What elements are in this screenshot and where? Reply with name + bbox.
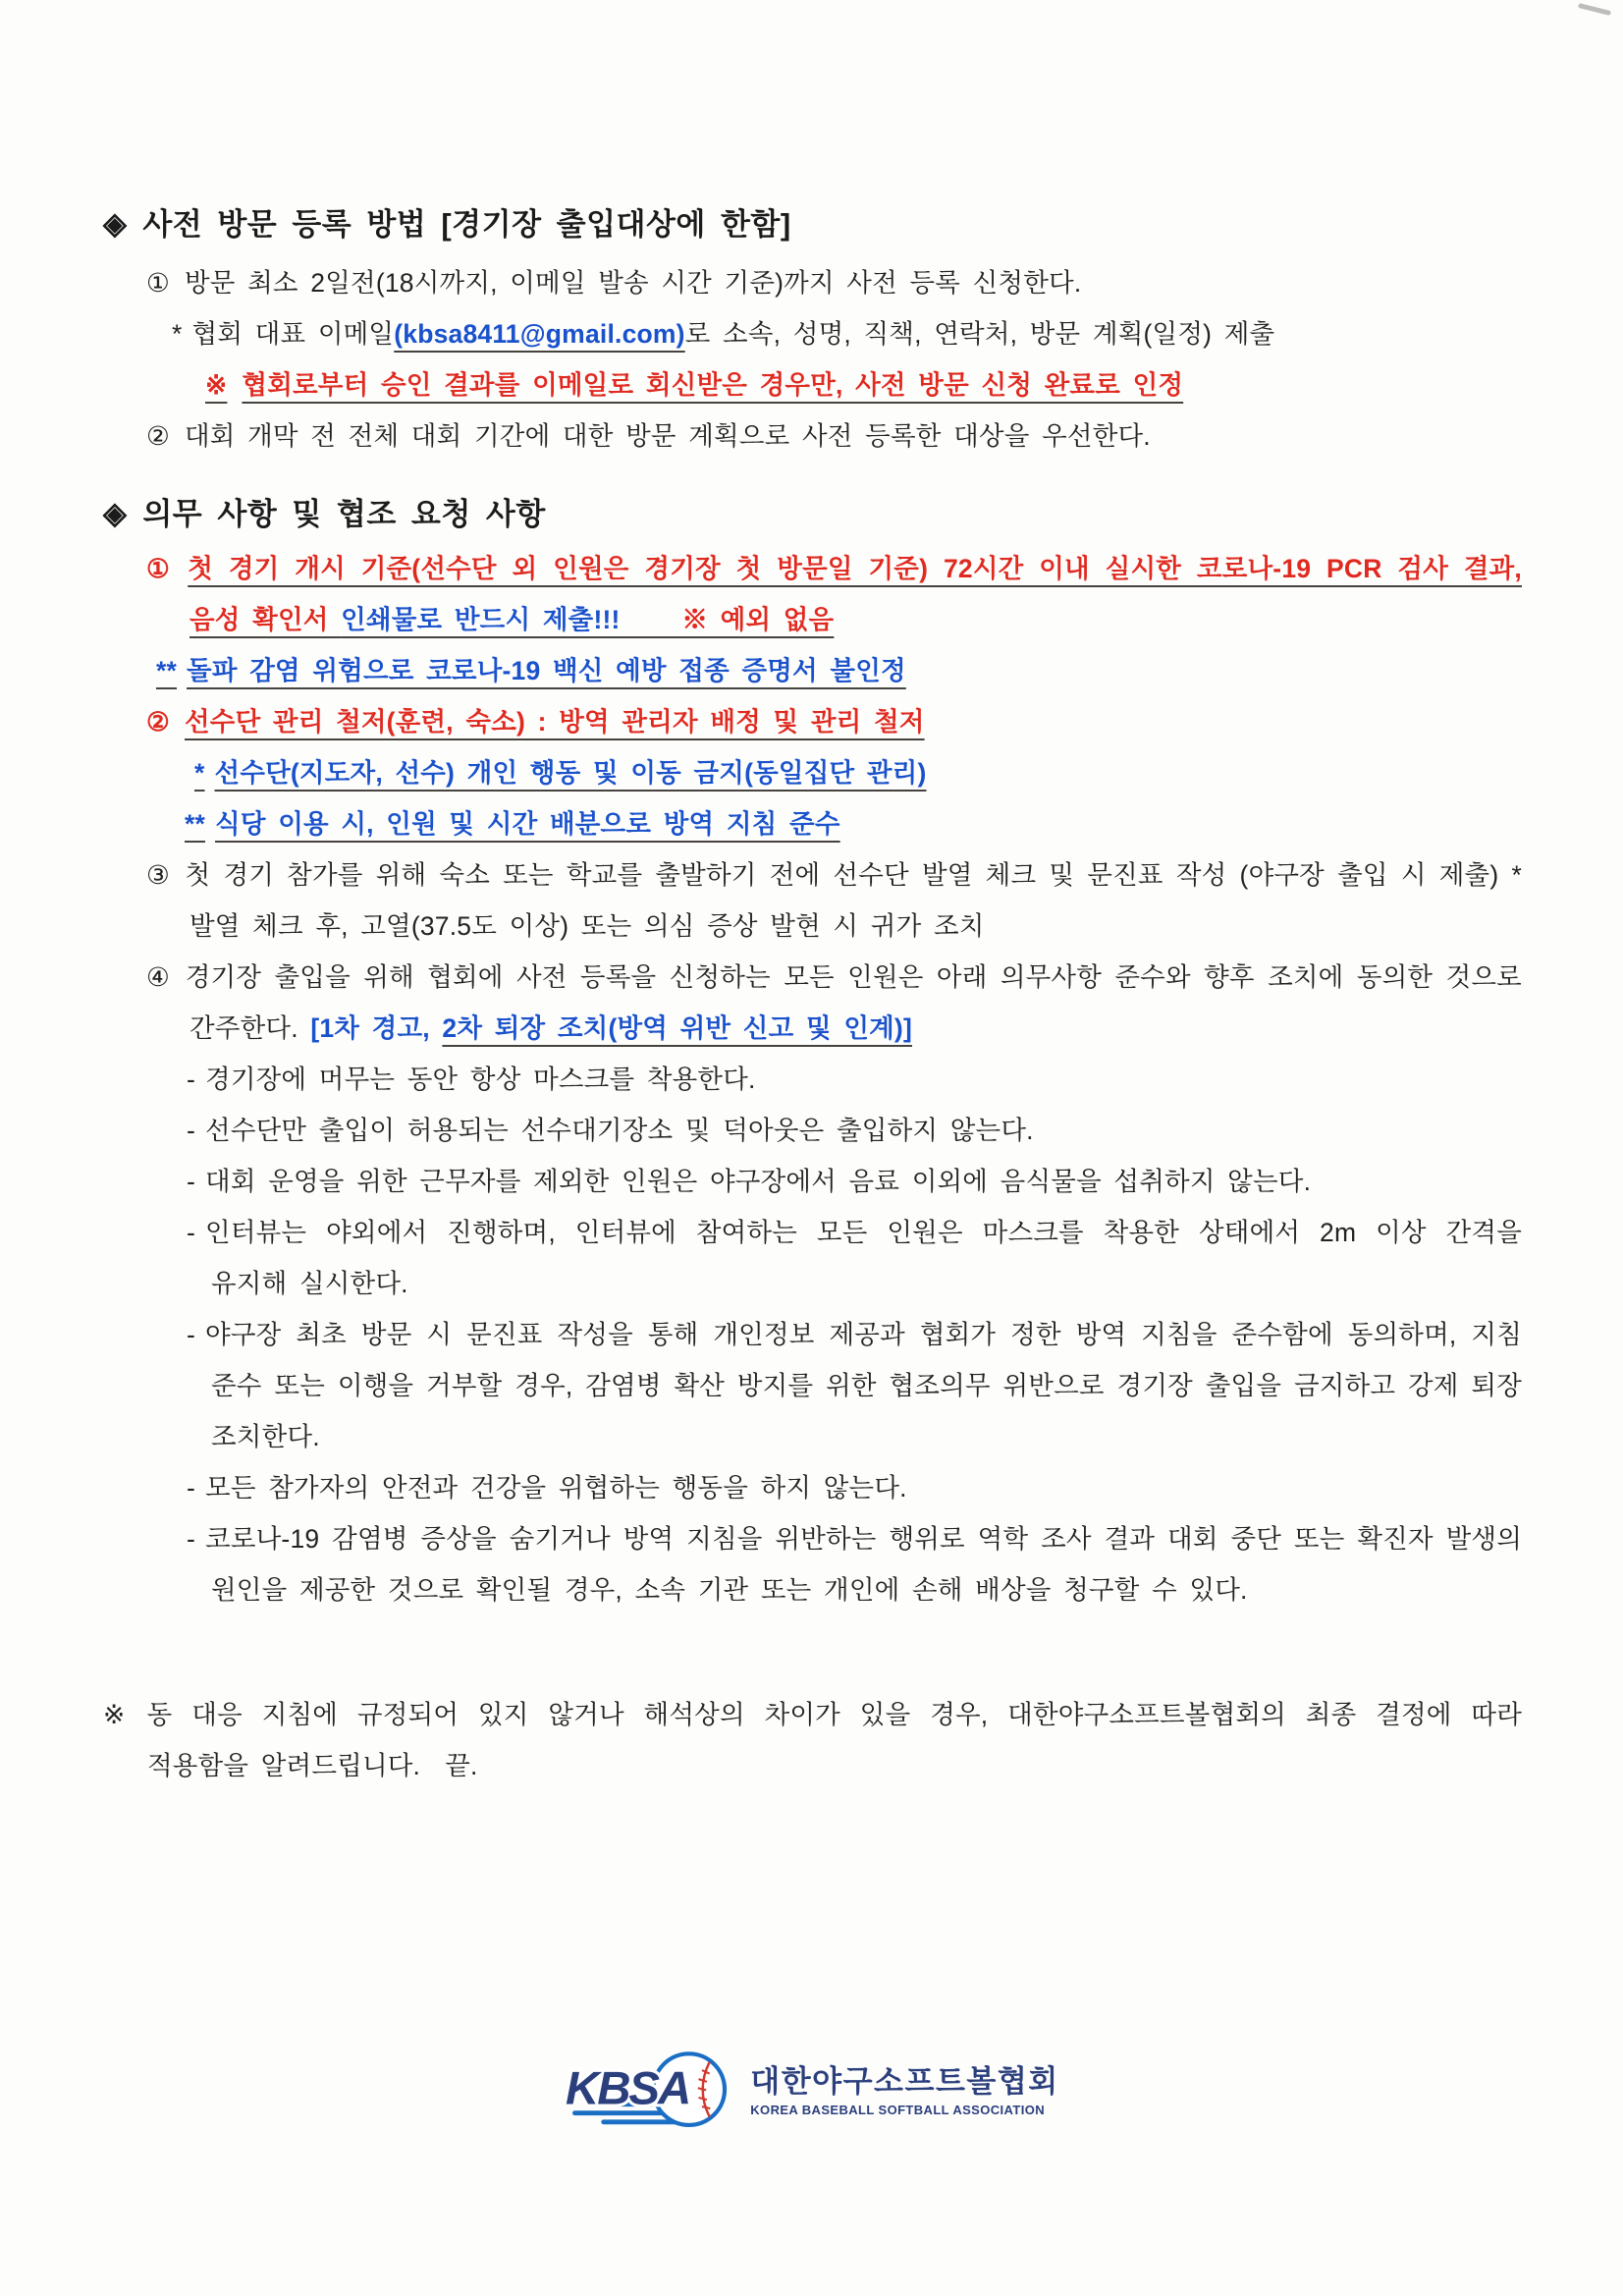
item-marker: ** <box>156 656 178 685</box>
item-text: 식당 이용 시, 인원 및 시간 배분으로 방역 지침 준수 <box>215 809 840 839</box>
warning-text-wrap <box>205 370 1183 400</box>
list-item-warning <box>103 696 1522 747</box>
section-obligations <box>103 489 1522 1615</box>
item-text: 야구장 최초 방문 시 문진표 작성을 통해 개인정보 제공과 협회가 정한 방역 지침을 준수함에 동의하며, 지침 준수 또는 이행을 거부할 경우, 감염병 확산 방지를 위한 협조의무 위반으로 경기장 출입을 금지하고 강제 퇴장 조치한다. <box>205 1320 1522 1451</box>
item-text: 선수단만 출입이 허용되는 선수대기장소 및 덕아웃은 출입하지 않는다. <box>205 1116 1034 1145</box>
list-item <box>103 849 1522 952</box>
item-number: ② <box>146 707 170 737</box>
list-item <box>103 1054 1522 1105</box>
item-number: ① <box>146 268 170 298</box>
note-text-wrap <box>185 809 840 839</box>
item-text: 로 소속, 성명, 직책, 연락처, 방문 계획(일정) 제출 <box>684 319 1275 349</box>
item-text: 모든 참가자의 안전과 건강을 위협하는 행동을 하지 않는다. <box>205 1473 907 1503</box>
dash-marker: - <box>187 1473 196 1503</box>
logo-text-block <box>750 2064 1058 2117</box>
item-marker: ※ <box>205 370 228 400</box>
dash-marker: - <box>187 1524 196 1554</box>
list-item-warning <box>103 359 1522 410</box>
section-title-row <box>103 199 1522 244</box>
dash-marker: - <box>187 1218 196 1247</box>
list-item <box>103 798 1522 849</box>
list-item <box>103 645 1522 696</box>
note-text-wrap <box>156 656 906 685</box>
item-marker: * <box>194 758 205 788</box>
kbsa-logo-mark <box>566 2040 738 2142</box>
item-text: 방문 최소 2일전(18시까지, 이메일 발송 시간 기준)까지 사전 등록 신청한다. <box>184 268 1082 298</box>
item-text: 첫 경기 개시 기준(선수단 외 인원은 경기장 첫 방문일 기준) 72시간 이내 실시한 코로나-19 PCR 검사 결과, 음성 확인서 <box>188 554 1522 634</box>
item-marker: ** <box>185 809 206 839</box>
item-text-emphasis: 인쇄물로 반드시 제출!!! <box>341 605 621 634</box>
list-item <box>103 257 1522 308</box>
note-text-wrap <box>194 758 927 788</box>
item-text: 협회 대표 이메일 <box>191 319 395 349</box>
item-text: 대회 운영을 위한 근무자를 제외한 인원은 야구장에서 음료 이외에 음식물을 섭취하지 않는다. <box>205 1167 1312 1196</box>
item-text: 경기장에 머무는 동안 항상 마스크를 착용한다. <box>205 1065 756 1094</box>
item-number: ③ <box>146 860 171 890</box>
diamond-bullet-icon: ◈ <box>103 496 128 530</box>
item-text: ※ 예외 없음 <box>620 605 835 634</box>
item-text: 선수단(지도자, 선수) 개인 행동 및 이동 금지(동일집단 관리) <box>214 758 927 788</box>
item-text: 선수단 관리 철저(훈련, 숙소) : 방역 관리자 배정 및 관리 철저 <box>184 707 925 737</box>
item-number: ② <box>146 421 170 451</box>
list-item <box>103 1105 1522 1156</box>
section-title: 의무 사항 및 협조 요청 사항 <box>142 497 546 531</box>
scan-artifact <box>1578 3 1611 16</box>
list-item <box>103 952 1522 1054</box>
item-number: ① <box>146 554 174 583</box>
dash-marker: - <box>187 1116 196 1145</box>
list-item <box>103 1513 1522 1615</box>
list-item <box>103 1156 1522 1207</box>
logo-korean-name: 대한야구소프트볼협회 <box>750 2064 1059 2100</box>
email-link[interactable]: (kbsa8411@gmail.com) <box>394 319 685 349</box>
dash-marker: - <box>187 1320 196 1349</box>
item-text: 인터뷰는 야외에서 진행하며, 인터뷰에 참여하는 모든 인원은 마스크를 착용한 상태에서 2m 이상 간격을 유지해 실시한다. <box>205 1218 1522 1298</box>
item-text: 돌파 감염 위험으로 코로나-19 백신 예방 접종 증명서 불인정 <box>187 656 906 685</box>
list-item <box>103 1309 1522 1462</box>
item-number: ④ <box>146 962 171 992</box>
item-marker: ※ <box>103 1700 133 1729</box>
dash-marker: - <box>187 1167 196 1196</box>
item-marker: * <box>172 319 183 349</box>
section-title: 사전 방문 등록 방법 [경기장 출입대상에 한함] <box>142 207 791 242</box>
item-text-emphasis: 2차 퇴장 조치(방역 위반 신고 및 인계)] <box>442 1013 912 1043</box>
item-text: 코로나-19 감염병 증상을 숨기거나 방역 지침을 위반하는 행위로 역학 조사 결과 대회 중단 또는 확진자 발생의 원인을 제공한 것으로 확인될 경우, 소속 기관 또는 개인에 손해 배상을 청구할 수 있다. <box>205 1524 1522 1605</box>
list-item <box>103 410 1522 462</box>
list-item <box>103 1462 1522 1513</box>
closing-note-text: 동 대응 지침에 규정되어 있지 않거나 해석상의 차이가 있을 경우, 대한야구소프트볼협회의 최종 결정에 따라 적용함을 알려드립니다. 끝. <box>146 1700 1523 1780</box>
item-text: 첫 경기 참가를 위해 숙소 또는 학교를 출발하기 전에 선수단 발열 체크 및 문진표 작성 (야구장 출입 시 제출) * 발열 체크 후, 고열(37.5도 이상) 또는 의심 증상 발현 시 귀가 조치 <box>185 860 1522 941</box>
section-pre-visit-registration <box>103 199 1522 462</box>
list-item <box>103 1207 1522 1309</box>
list-item <box>103 308 1522 359</box>
kbsa-logo <box>103 2040 1522 2142</box>
closing-note <box>103 1689 1522 1791</box>
item-text: 경기장 출입을 위해 협회에 사전 등록을 신청하는 모든 인원은 아래 의무사항 준수와 향후 조치에 동의한 것으로 간주한다. <box>185 962 1522 1043</box>
logo-acronym: KBSA <box>566 2062 690 2115</box>
warning-text-wrap <box>188 554 1522 634</box>
item-text-emphasis: [1차 경고, <box>310 1013 443 1043</box>
list-item <box>103 747 1522 798</box>
dash-marker: - <box>187 1065 196 1094</box>
logo-english-name: KOREA BASEBALL SOFTBALL ASSOCIATION <box>750 2102 1046 2117</box>
item-text: 협회로부터 승인 결과를 이메일로 회신받은 경우만, 사전 방문 신청 완료로 인정 <box>242 370 1184 400</box>
diamond-bullet-icon: ◈ <box>103 206 128 241</box>
item-text: 대회 개막 전 전체 대회 기간에 대한 방문 계획으로 사전 등록한 대상을 우선한다. <box>184 421 1151 451</box>
list-item-warning <box>103 543 1522 645</box>
section-title-row <box>103 489 1522 533</box>
